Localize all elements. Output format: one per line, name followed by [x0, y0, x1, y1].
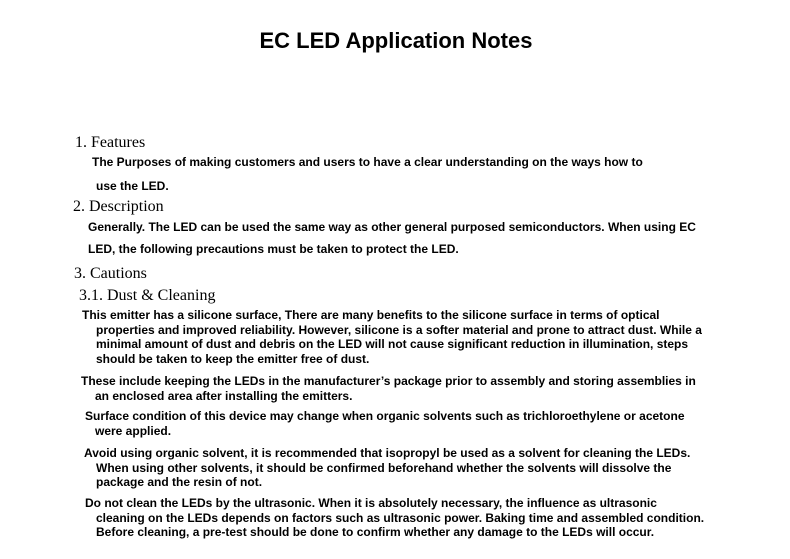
- caution-paragraph-4: [84, 446, 690, 490]
- dust-cleaning-subheading: 3.1. Dust & Cleaning: [79, 287, 216, 304]
- description-line-1: Generally. The LED can be used the same way as other general purposed semiconductors. When using EC: [88, 220, 696, 234]
- features-heading: 1. Features: [75, 134, 146, 151]
- caution-paragraph-5: [85, 496, 704, 540]
- paragraph-line: cleaning on the LEDs depends on factors such as ultrasonic power. Baking time and assembled condition.: [96, 510, 705, 525]
- caution-paragraph-3: [85, 409, 685, 438]
- paragraph-line: Do not clean the LEDs by the ultrasonic. When it is absolutely necessary, the influence as ultrasonic: [85, 496, 657, 510]
- paragraph-line: were applied.: [95, 423, 172, 438]
- cautions-heading: 3. Cautions: [74, 265, 147, 282]
- paragraph-line: minimal amount of dust and debris on the LED will not cause significant reduction in illumination, steps: [96, 337, 689, 351]
- description-line-2: LED, the following precautions must be taken to protect the LED.: [88, 242, 459, 256]
- document-title: EC LED Application Notes: [259, 28, 533, 53]
- paragraph-line: package and the resin of not.: [96, 475, 263, 489]
- paragraph-line: This emitter has a silicone surface, There are many benefits to the silicone surface in terms of optical: [82, 308, 660, 322]
- paragraph-line: These include keeping the LEDs in the manufacturer’s package prior to assembly and storing assemblies in: [81, 374, 696, 388]
- caution-paragraph-2: [81, 374, 696, 403]
- description-heading: 2. Description: [73, 198, 164, 215]
- paragraph-line: Before cleaning, a pre-test should be done to confirm whether any damage to the LEDs will occur.: [96, 525, 655, 539]
- paragraph-line: Avoid using organic solvent, it is recommended that isopropyl be used as a solvent for cleaning the LEDs.: [84, 446, 691, 460]
- paragraph-line: properties and improved reliability. However, silicone is a softer material and prone to attract dust. While a: [96, 322, 702, 337]
- paragraph-line: Surface condition of this device may change when organic solvents such as trichloroethylene or acetone: [85, 409, 685, 423]
- features-line-2: use the LED.: [96, 179, 169, 193]
- paragraph-line: should be taken to keep the emitter free of dust.: [96, 351, 370, 366]
- features-line-1: The Purposes of making customers and users to have a clear understanding on the ways how to: [92, 155, 643, 169]
- paragraph-line: an enclosed area after installing the emitters.: [95, 388, 353, 403]
- paragraph-line: When using other solvents, it should be confirmed beforehand whether the solvents will dissolve the: [96, 460, 672, 475]
- caution-paragraph-1: [82, 308, 702, 366]
